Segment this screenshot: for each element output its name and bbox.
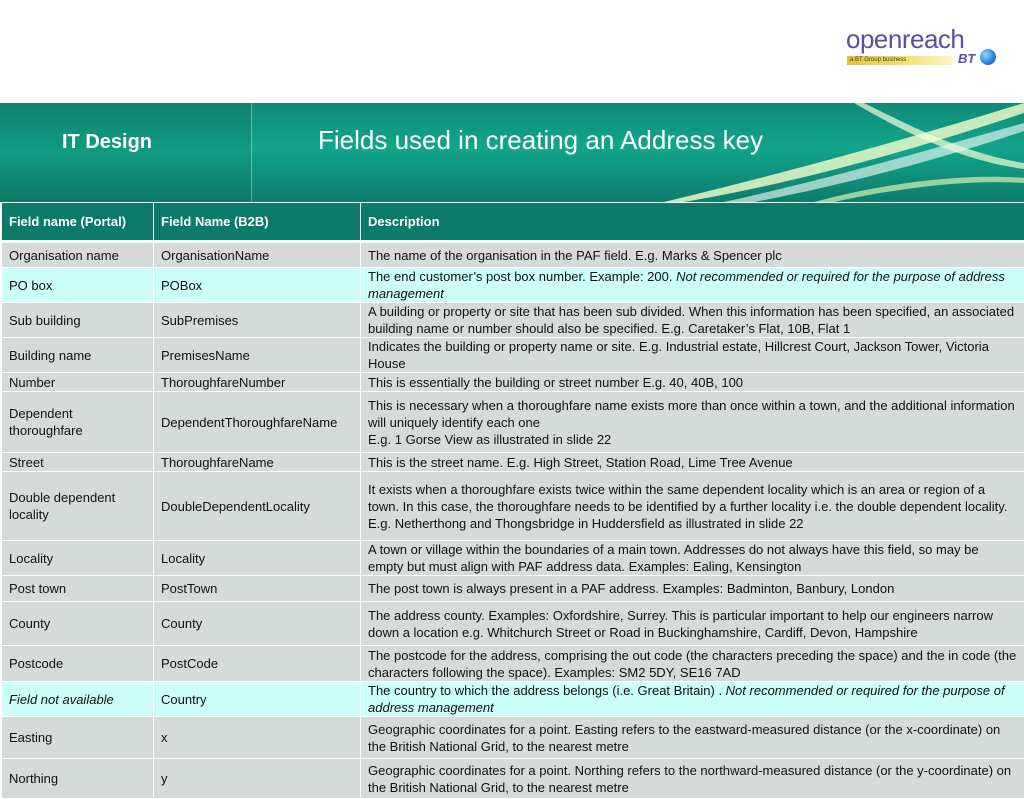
cell-portal: Number [2, 373, 154, 392]
cell-portal: Building name [2, 338, 154, 373]
title-banner [0, 103, 1024, 202]
fields-table [1, 202, 1024, 799]
cell-b2b: x [154, 717, 361, 759]
cell-b2b: DoubleDependentLocality [154, 472, 361, 541]
table-row [2, 338, 1024, 373]
cell-description: This is essentially the building or street number E.g. 40, 40B, 100 [361, 373, 1024, 392]
page-title: Fields used in creating an Address key [318, 125, 763, 156]
table-row [2, 646, 1024, 682]
cell-description: The country to which the address belongs (i.e. Great Britain) . Not recommended or required for the purpose of address management [361, 682, 1024, 717]
cell-description: The address county. Examples: Oxfordshire, Surrey. This is particular important to help our engineers narrow down a location e.g. Whitchurch Street or Road in Buckinghamshire, Cardiff, Devon, Hampshire [361, 602, 1024, 646]
cell-b2b: SubPremises [154, 303, 361, 338]
header-description: Description [361, 203, 1024, 242]
cell-b2b: Locality [154, 541, 361, 576]
table-row [2, 373, 1024, 392]
cell-portal: Sub building [2, 303, 154, 338]
logo-tagline: a BT Group business [850, 56, 906, 65]
cell-description: This is the street name. E.g. High Street, Station Road, Lime Tree Avenue [361, 453, 1024, 472]
cell-portal: Street [2, 453, 154, 472]
cell-portal: Easting [2, 717, 154, 759]
cell-portal: Locality [2, 541, 154, 576]
cell-portal: PO box [2, 268, 154, 303]
cell-b2b: POBox [154, 268, 361, 303]
table-row [2, 541, 1024, 576]
cell-portal: Post town [2, 576, 154, 602]
cell-description: This is necessary when a thoroughfare name exists more than once within a town, and the additional information will uniquely identify each one E.g. 1 Gorse View as illustrated in slide 22 [361, 392, 1024, 453]
cell-description: Geographic coordinates for a point. Northing refers to the northward-measured distance (or the y-coordinate) on the British National Grid, to the nearest metre [361, 759, 1024, 799]
openreach-logo [846, 24, 1006, 72]
section-label: IT Design [62, 131, 152, 154]
cell-b2b: ThoroughfareName [154, 453, 361, 472]
fields-table-wrap [1, 202, 1024, 799]
table-row [2, 717, 1024, 759]
cell-b2b: ThoroughfareNumber [154, 373, 361, 392]
cell-b2b: y [154, 759, 361, 799]
cell-portal: Dependent thoroughfare [2, 392, 154, 453]
table-row [2, 303, 1024, 338]
cell-portal: Organisation name [2, 242, 154, 268]
cell-portal: Postcode [2, 646, 154, 682]
cell-portal: Field not available [2, 682, 154, 717]
table-row [2, 242, 1024, 268]
cell-b2b: DependentThoroughfareName [154, 392, 361, 453]
header-field-b2b: Field Name (B2B) [154, 203, 361, 242]
cell-description: The post town is always present in a PAF address. Examples: Badminton, Banbury, London [361, 576, 1024, 602]
logo-bt: BT [958, 51, 975, 66]
cell-description: Indicates the building or property name or site. E.g. Industrial estate, Hillcrest Court, Jackson Tower, Victoria House [361, 338, 1024, 373]
cell-portal: County [2, 602, 154, 646]
cell-b2b: County [154, 602, 361, 646]
bt-globe-icon [980, 49, 996, 65]
table-row [2, 392, 1024, 453]
table-row [2, 682, 1024, 717]
cell-description: The name of the organisation in the PAF field. E.g. Marks & Spencer plc [361, 242, 1024, 268]
table-row [2, 453, 1024, 472]
cell-b2b: PostCode [154, 646, 361, 682]
cell-b2b: OrganisationName [154, 242, 361, 268]
table-header-row [2, 203, 1024, 242]
cell-b2b: PostTown [154, 576, 361, 602]
cell-b2b: PremisesName [154, 338, 361, 373]
cell-description: The end customer’s post box number. Example: 200. Not recommended or required for the purpose of address management [361, 268, 1024, 303]
cell-description: Geographic coordinates for a point. Easting refers to the eastward-measured distance (or the x-coordinate) on the British National Grid, to the nearest metre [361, 717, 1024, 759]
cell-description: It exists when a thoroughfare exists twice within the same dependent locality which is an area or region of a town. In this case, the thoroughfare needs to be identified by a further locality i.e. the double dependent locality. E.g. Netherthong and Thongsbridge in Huddersfield as illustrated in slide 22 [361, 472, 1024, 541]
table-row [2, 602, 1024, 646]
cell-description: A building or property or site that has been sub divided. When this information has been specified, an associated building name or number should also be specified. E.g. Caretaker’s Flat, 10B, Flat 1 [361, 303, 1024, 338]
cell-description: The postcode for the address, comprising the out code (the characters preceding the space) and the in code (the characters following the space). Examples: SM2 5DY, SE16 7AD [361, 646, 1024, 682]
table-row [2, 268, 1024, 303]
logo-wordmark: openreach [846, 24, 964, 55]
cell-description: A town or village within the boundaries of a main town. Addresses do not always have this field, so may be empty but must align with PAF address data. Examples: Ealing, Kensington [361, 541, 1024, 576]
cell-b2b: Country [154, 682, 361, 717]
table-row [2, 472, 1024, 541]
header-field-portal: Field name (Portal) [2, 203, 154, 242]
cell-portal: Double dependent locality [2, 472, 154, 541]
cell-portal: Northing [2, 759, 154, 799]
table-row [2, 576, 1024, 602]
table-row [2, 759, 1024, 799]
